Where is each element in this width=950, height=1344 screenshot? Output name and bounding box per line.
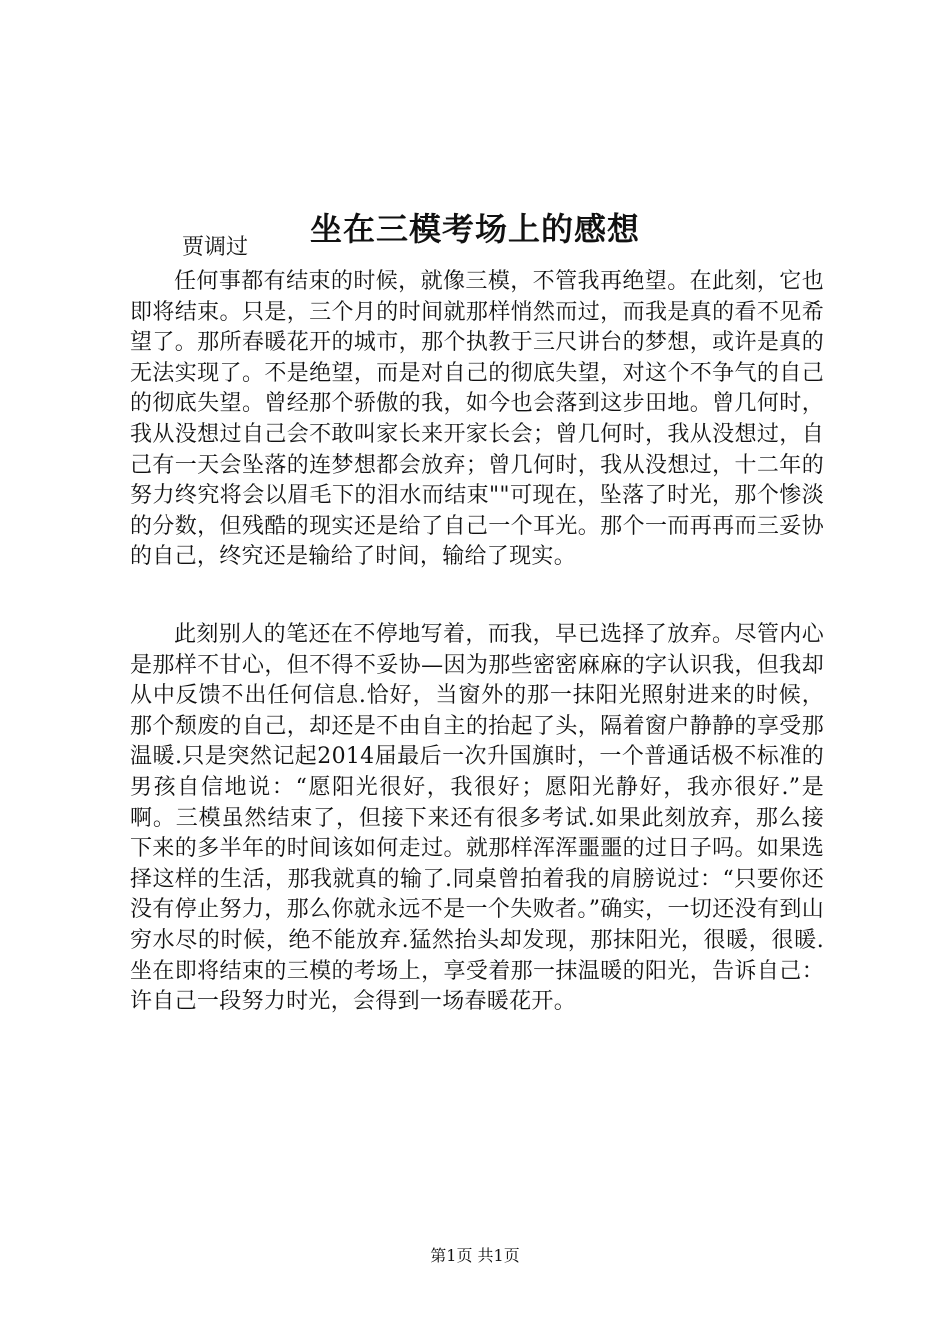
body-paragraph-2: 此刻别人的笔还在不停地写着，而我，早已选择了放弃。尽管内心是那样不甘心，但不得不妥协—因为那些密密麻麻的字认识我，但我却从中反馈不出任何信息.恰好，当窗外的那一抹阳光照射进来的时候，那个颓废的自己，却还是不由自主的抬起了头，隔着窗户静静的享受那温暖.只是突然记起2014届最后一次升国旗时，一个普通话极不标准的男孩自信地说：“愿阳光很好，我很好；愿阳光静好，我亦很好.”是啊。三模虽然结束了，但接下来还有很多考试.如果此刻放弃，那么接下来的多半年的时间该如何走过。就那样浑浑噩噩的过日子吗。如果选择这样的生活，那我就真的输了.同桌曾拍着我的肩膀说过：“只要你还没有停止努力，那么你就永远不是一个失败者。”确实，一切还没有到山穷水尽的时候，绝不能放弃.猛然抬头却发现，那抹阳光，很暖，很暖.坐在即将结束的三模的考场上，享受着那一抹温暖的阳光，告诉自己：许自己一段努力时光，会得到一场春暖花开。 (130, 622, 824, 1015)
body-paragraph-1: 任何事都有结束的时候，就像三模，不管我再绝望。在此刻，它也即将结束。只是，三个月的时间就那样悄然而过，而我是真的看不见希望了。那所春暖花开的城市，那个执教于三尺讲台的梦想，或许是真的无法实现了。不是绝望，而是对自己的彻底失望，对这个不争气的自己的彻底失望。曾经那个骄傲的我，如今也会落到这步田地。曾几何时，我从没想过自己会不敢叫家长来开家长会；曾几何时，我从没想过，自己有一天会坠落的连梦想都会放弃；曾几何时，我从没想过，十二年的努力终究将会以眉毛下的泪水而结束""可现在，坠落了时光，那个惨淡的分数，但残酷的现实还是给了自己一个耳光。那个一而再再而三妥协的自己，终究还是输给了时间，输给了现实。 (130, 269, 824, 570)
document-title: 坐在三模考场上的感想 (309, 210, 640, 249)
page-number-footer: 第1页 共1页 (430, 1246, 520, 1265)
author-name: 贾调过 (182, 235, 249, 260)
